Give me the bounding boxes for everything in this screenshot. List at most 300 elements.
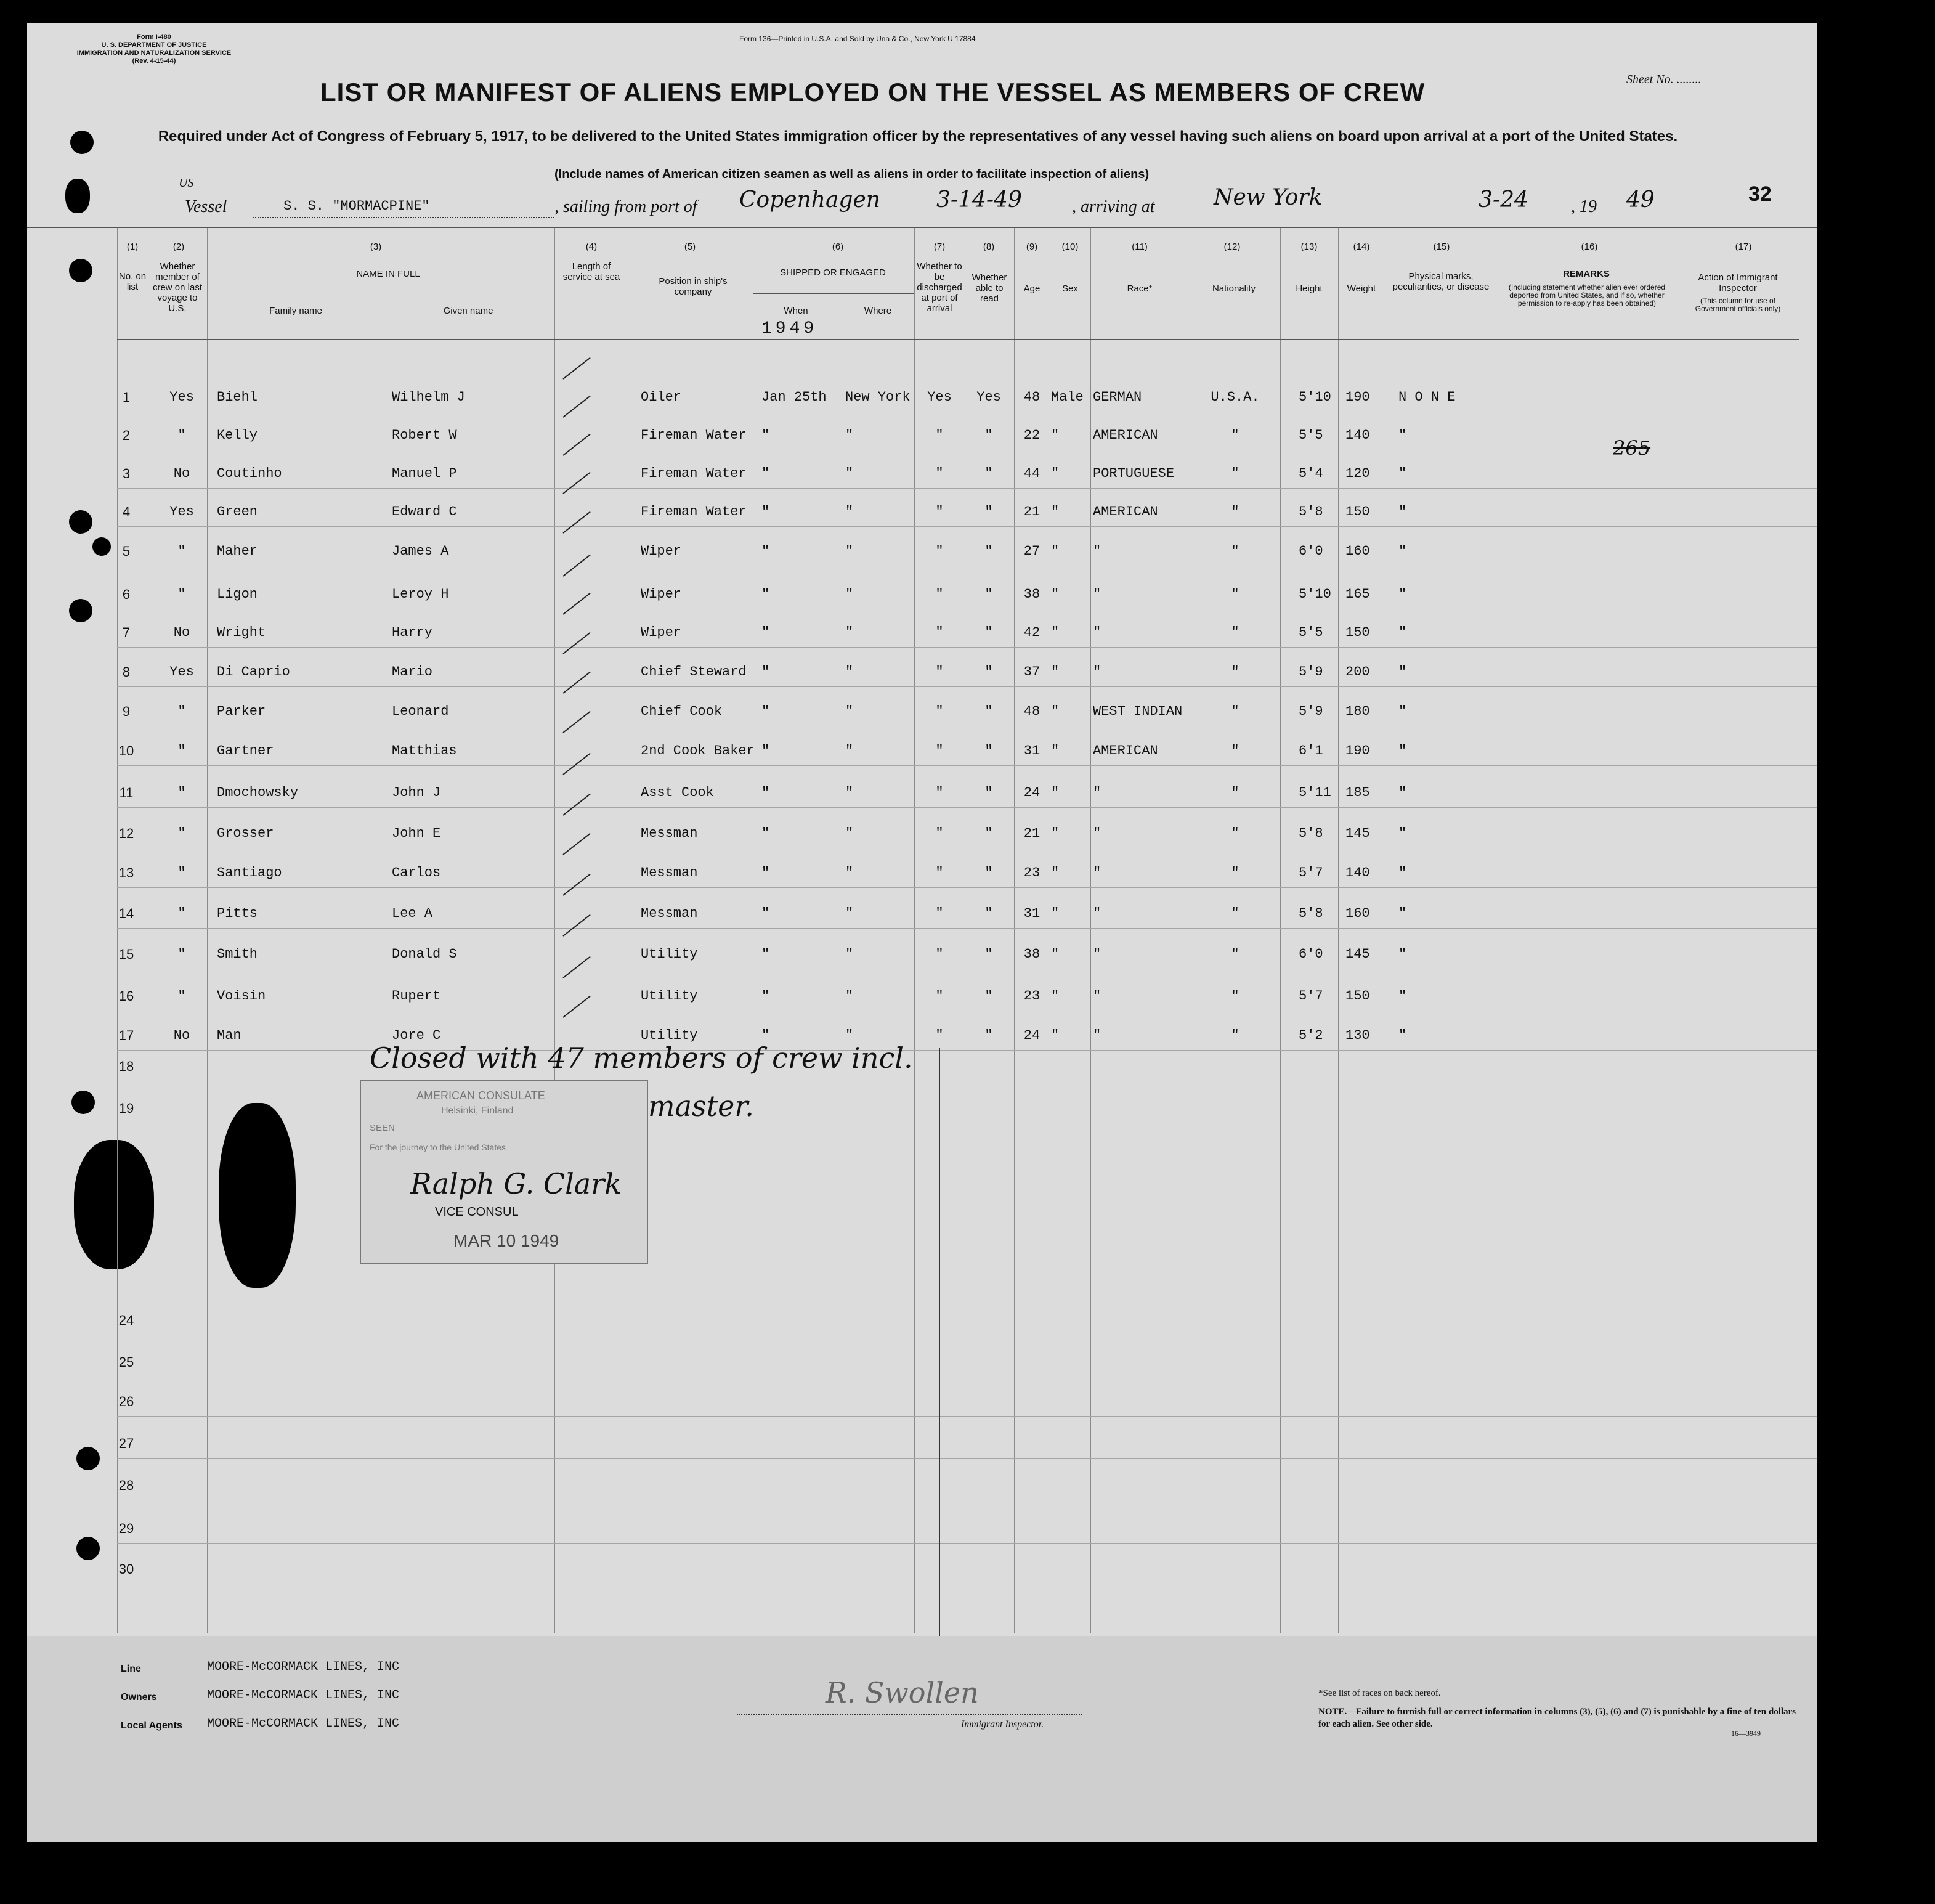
col-header-where: Where: [864, 306, 892, 316]
cell-discharged: ": [935, 1028, 944, 1043]
cell-age: 23: [1023, 865, 1041, 881]
requirement-text: Required under Act of Congress of February 5, 1917, to be delivered to the United States immigration officer by the representatives of any vessel having such aliens on board upon arrival at a port of the United States.: [158, 128, 1678, 145]
cell-position: Utility: [641, 988, 698, 1004]
stamp-line: For the journey to the United States: [370, 1142, 506, 1152]
cell-physical: ": [1398, 906, 1407, 921]
cell-race: PORTUGUESE: [1093, 466, 1175, 481]
col-header-action: Action of Immigrant Inspector: [1698, 272, 1778, 293]
footer-agents-label: Local Agents: [121, 1720, 182, 1731]
row-number: 10: [118, 743, 134, 759]
row-line: [117, 765, 1817, 766]
col-header-action-note: (This column for use of Government officials only): [1695, 296, 1781, 313]
cell-read: ": [984, 785, 993, 800]
cell-weight: 190: [1345, 389, 1370, 405]
row-number: 24: [118, 1312, 134, 1328]
cell-age: 22: [1023, 428, 1041, 443]
cell-when: ": [761, 865, 770, 881]
punch-hole: [76, 1447, 100, 1470]
cell-nationality: ": [1231, 587, 1239, 602]
cell-family: Voisin: [217, 988, 266, 1004]
closing-note-line2: master.: [648, 1089, 754, 1123]
cell-where: ": [845, 946, 854, 962]
cell-discharged: ": [935, 543, 944, 559]
punch-hole: [65, 179, 90, 213]
row-line: [117, 686, 1817, 687]
cell-weight: 140: [1345, 428, 1370, 443]
cell-member: ": [177, 428, 186, 443]
form-identity: Form I-480 U. S. DEPARTMENT OF JUSTICE IMMIGRATION AND NATURALIZATION SERVICE (Rev. 4-15-44): [76, 33, 232, 65]
cell-when: ": [761, 826, 770, 841]
col-header-race: Race*: [1127, 283, 1153, 294]
punch-hole: [69, 259, 92, 282]
col-number: (12): [1223, 242, 1241, 252]
sailing-label: , sailing from port of: [554, 197, 697, 216]
col-number: (15): [1433, 242, 1450, 252]
cell-member: ": [177, 785, 186, 800]
cell-weight: 165: [1345, 587, 1370, 602]
cell-when: ": [761, 587, 770, 602]
cell-family: Kelly: [217, 428, 258, 443]
cell-race: AMERICAN: [1093, 743, 1158, 759]
punch-hole: [76, 1537, 100, 1560]
row-number: 15: [118, 946, 134, 962]
cell-physical: ": [1398, 504, 1407, 519]
cell-discharged: Yes: [927, 389, 952, 405]
cell-where: ": [845, 704, 854, 719]
cell-family: Ligon: [217, 587, 258, 602]
cell-member: No: [173, 1028, 190, 1043]
col-number: (13): [1300, 242, 1318, 252]
cell-age: 31: [1023, 906, 1041, 921]
col-header-no: No. on list: [118, 271, 147, 292]
cell-nationality: ": [1231, 428, 1239, 443]
col-number: (7): [933, 242, 946, 252]
cell-when: ": [761, 625, 770, 640]
cell-family: Wright: [217, 625, 266, 640]
cell-position: Messman: [641, 906, 698, 921]
col-header-position: Position in ship's company: [659, 276, 728, 297]
cell-given: Lee A: [392, 906, 433, 921]
col-header-sex: Sex: [1062, 283, 1078, 294]
cell-when: ": [761, 543, 770, 559]
cell-position: Wiper: [641, 625, 682, 640]
cell-member: Yes: [169, 389, 194, 405]
cell-physical: ": [1398, 428, 1407, 443]
cell-sex: ": [1051, 906, 1060, 921]
col-number: (2): [172, 242, 185, 252]
col-header-shipped: SHIPPED OR ENGAGED: [780, 267, 886, 278]
col-number: (17): [1735, 242, 1752, 252]
cell-physical: ": [1398, 988, 1407, 1004]
cell-where: ": [845, 826, 854, 841]
form-code: 16—3949: [1731, 1729, 1761, 1738]
cell-family: Smith: [217, 946, 258, 962]
cell-family: Parker: [217, 704, 266, 719]
cell-sex: ": [1051, 785, 1060, 800]
cell-discharged: ": [935, 826, 944, 841]
cell-member: No: [173, 466, 190, 481]
cell-when: ": [761, 466, 770, 481]
cell-read: ": [984, 664, 993, 680]
stamp-line: SEEN: [370, 1123, 395, 1133]
row-number: 6: [122, 587, 131, 602]
col-number: (14): [1353, 242, 1370, 252]
cell-sex: ": [1051, 587, 1060, 602]
grid-line: [914, 228, 915, 1633]
cell-race: AMERICAN: [1093, 504, 1158, 519]
cell-race: ": [1093, 625, 1101, 640]
cell-family: Di Caprio: [217, 664, 290, 680]
cell-where: ": [845, 466, 854, 481]
sailing-date: 3-14-49: [936, 187, 1022, 213]
cell-nationality: U.S.A.: [1211, 389, 1260, 405]
cell-given: Jore C: [392, 1028, 441, 1043]
remarks-mark: 265: [1613, 436, 1651, 460]
stamp-date: MAR 10 1949: [453, 1231, 559, 1250]
closing-note-line1: Closed with 47 members of crew incl.: [370, 1041, 913, 1075]
grid-line: [1280, 228, 1281, 1633]
cell-weight: 130: [1345, 1028, 1370, 1043]
cell-age: 42: [1023, 625, 1041, 640]
grid-line: [1338, 228, 1339, 1633]
cell-nationality: ": [1231, 466, 1239, 481]
cell-family: Maher: [217, 543, 258, 559]
cell-where: ": [845, 906, 854, 921]
cell-given: John E: [392, 826, 441, 841]
cell-race: ": [1093, 988, 1101, 1004]
cell-height: 5'5: [1299, 625, 1323, 640]
cell-weight: 185: [1345, 785, 1370, 800]
row-number: 17: [118, 1028, 134, 1043]
cell-nationality: ": [1231, 625, 1239, 640]
cell-weight: 190: [1345, 743, 1370, 759]
cell-weight: 200: [1345, 664, 1370, 680]
cell-given: Mario: [392, 664, 433, 680]
cell-position: Asst Cook: [641, 785, 714, 800]
cell-position: Chief Cook: [641, 704, 723, 719]
cell-race: WEST INDIAN: [1093, 704, 1183, 719]
cell-read: ": [984, 504, 993, 519]
when-year: 1949: [761, 319, 818, 338]
cell-member: ": [177, 826, 186, 841]
row-number: 27: [118, 1436, 134, 1451]
cell-weight: 145: [1345, 826, 1370, 841]
arriving-date: 3-24: [1479, 187, 1528, 213]
row-number: 7: [122, 625, 131, 640]
cell-read: ": [984, 988, 993, 1004]
cell-when: ": [761, 704, 770, 719]
cell-when: ": [761, 946, 770, 962]
footer-line-value: MOORE-McCORMACK LINES, INC: [207, 1660, 400, 1674]
cell-nationality: ": [1231, 664, 1239, 680]
row-line: [117, 887, 1817, 888]
punch-hole: [71, 1091, 95, 1114]
cell-weight: 145: [1345, 946, 1370, 962]
footer-line-label: Line: [121, 1664, 141, 1674]
cell-read: ": [984, 906, 993, 921]
cell-discharged: ": [935, 466, 944, 481]
cell-discharged: ": [935, 504, 944, 519]
vessel-underline: [253, 217, 554, 218]
row-number: 25: [118, 1354, 134, 1370]
cell-position: Wiper: [641, 587, 682, 602]
cell-race: ": [1093, 1028, 1101, 1043]
cell-read: Yes: [976, 389, 1001, 405]
cell-where: ": [845, 865, 854, 881]
row-number: 30: [118, 1561, 134, 1577]
cell-nationality: ": [1231, 946, 1239, 962]
punch-hole: [70, 131, 94, 154]
cell-weight: 150: [1345, 504, 1370, 519]
cell-nationality: ": [1231, 543, 1239, 559]
cell-nationality: ": [1231, 504, 1239, 519]
cell-given: Carlos: [392, 865, 441, 881]
shipped-header-rule: [753, 293, 914, 294]
cell-discharged: ": [935, 625, 944, 640]
cell-race: ": [1093, 906, 1101, 921]
col-number: (9): [1026, 242, 1038, 252]
col-header-family: Family name: [269, 306, 322, 316]
cell-read: ": [984, 865, 993, 881]
stamp-title: VICE CONSUL: [435, 1205, 519, 1219]
row-number: 8: [122, 664, 131, 680]
cell-nationality: ": [1231, 704, 1239, 719]
col-header-discharged: Whether to be discharged at port of arrival: [917, 261, 962, 314]
cell-member: ": [177, 587, 186, 602]
stamp-line: Helsinki, Finland: [441, 1105, 514, 1116]
cell-age: 38: [1023, 587, 1041, 602]
row-number: 13: [118, 865, 134, 881]
cell-race: ": [1093, 664, 1101, 680]
cell-age: 38: [1023, 946, 1041, 962]
cell-discharged: ": [935, 587, 944, 602]
cell-position: Chief Steward: [641, 664, 747, 680]
row-number: 28: [118, 1478, 134, 1493]
cell-where: ": [845, 743, 854, 759]
cell-race: ": [1093, 785, 1101, 800]
include-note: (Include names of American citizen seamen as well as aliens in order to facilitate inspection of aliens): [554, 168, 1150, 181]
cell-height: 5'8: [1299, 906, 1323, 921]
row-line: [117, 647, 1817, 648]
cell-discharged: ": [935, 865, 944, 881]
cell-given: Robert W: [392, 428, 457, 443]
footer-owners-value: MOORE-McCORMACK LINES, INC: [207, 1688, 400, 1703]
cell-age: 27: [1023, 543, 1041, 559]
sheet-number: Sheet No. ........: [1626, 73, 1702, 86]
cell-physical: ": [1398, 587, 1407, 602]
cell-family: Gartner: [217, 743, 274, 759]
cell-weight: 160: [1345, 906, 1370, 921]
cell-discharged: ": [935, 428, 944, 443]
cell-position: 2nd Cook Baker: [641, 743, 755, 759]
cell-read: ": [984, 946, 993, 962]
vessel-name: S. S. "MORMACPINE": [283, 198, 430, 214]
cell-height: 6'0: [1299, 946, 1323, 962]
col-header-name: NAME IN FULL: [356, 269, 420, 279]
cell-nationality: ": [1231, 865, 1239, 881]
cell-height: 5'9: [1299, 664, 1323, 680]
cell-when: ": [761, 428, 770, 443]
cell-where: ": [845, 428, 854, 443]
cell-height: 5'11: [1299, 785, 1331, 800]
cell-position: Messman: [641, 826, 698, 841]
cell-position: Fireman Water: [641, 466, 747, 481]
cell-weight: 150: [1345, 625, 1370, 640]
cell-position: Fireman Water: [641, 428, 747, 443]
cell-physical: ": [1398, 664, 1407, 680]
consulate-stamp: [360, 1080, 648, 1264]
grid-line: [1090, 228, 1091, 1633]
row-number: 26: [118, 1394, 134, 1409]
ink-blot: [219, 1103, 296, 1288]
cell-family: Green: [217, 504, 258, 519]
cell-height: 6'1: [1299, 743, 1323, 759]
cell-position: Utility: [641, 1028, 698, 1043]
row-number: 19: [118, 1100, 134, 1116]
page-number: 32: [1748, 182, 1772, 206]
cell-position: Oiler: [641, 389, 682, 405]
cell-height: 5'4: [1299, 466, 1323, 481]
row-number: 4: [122, 504, 131, 519]
cell-position: Wiper: [641, 543, 682, 559]
cell-physical: N O N E: [1398, 389, 1456, 405]
cell-nationality: ": [1231, 988, 1239, 1004]
cell-age: 44: [1023, 466, 1041, 481]
cell-given: James A: [392, 543, 449, 559]
row-line: [117, 1543, 1817, 1544]
col-number: (6): [832, 242, 844, 252]
col-number: (4): [585, 242, 598, 252]
cell-read: ": [984, 625, 993, 640]
cell-sex: ": [1051, 946, 1060, 962]
footer-agents-value: MOORE-McCORMACK LINES, INC: [207, 1717, 400, 1731]
cell-family: Man: [217, 1028, 241, 1043]
cell-sex: ": [1051, 1028, 1060, 1043]
cell-given: Leonard: [392, 704, 449, 719]
col-number: (3): [370, 242, 382, 252]
cell-where: ": [845, 504, 854, 519]
cell-age: 48: [1023, 704, 1041, 719]
cell-age: 24: [1023, 785, 1041, 800]
cell-given: Wilhelm J: [392, 389, 465, 405]
cell-nationality: ": [1231, 785, 1239, 800]
cell-physical: ": [1398, 865, 1407, 881]
arriving-port: New York: [1214, 185, 1323, 210]
col-header-nationality: Nationality: [1212, 283, 1256, 294]
inspector-vertical-line: [939, 1048, 940, 1688]
cell-physical: ": [1398, 743, 1407, 759]
fine-note: NOTE.—Failure to furnish full or correct information in columns (3), (5), (6) and (7) is punishable by a fine of ten dollars for each alien. See other side.: [1318, 1707, 1796, 1729]
cell-member: ": [177, 543, 186, 559]
row-line: [117, 928, 1817, 929]
grid-line: [207, 228, 208, 1633]
cell-nationality: ": [1231, 826, 1239, 841]
col-header-age: Age: [1023, 283, 1041, 294]
header-bottom-rule: [117, 339, 1799, 340]
row-line: [117, 807, 1817, 808]
year-prefix: , 19: [1571, 197, 1597, 216]
cell-sex: Male: [1051, 389, 1084, 405]
cell-family: Dmochowsky: [217, 785, 299, 800]
col-header-weight: Weight: [1347, 283, 1376, 294]
cell-discharged: ": [935, 946, 944, 962]
cell-race: GERMAN: [1093, 389, 1142, 405]
sailing-port: Copenhagen: [739, 187, 880, 213]
cell-discharged: ": [935, 906, 944, 921]
cell-given: Manuel P: [392, 466, 457, 481]
cell-when: Jan 25th: [761, 389, 827, 405]
cell-member: ": [177, 704, 186, 719]
cell-age: 24: [1023, 1028, 1041, 1043]
punch-hole: [69, 510, 92, 534]
cell-read: ": [984, 587, 993, 602]
col-header-length: Length of service at sea: [562, 261, 620, 282]
row-number: 9: [122, 704, 131, 719]
cell-given: Leroy H: [392, 587, 449, 602]
cell-where: ": [845, 625, 854, 640]
cell-physical: ": [1398, 826, 1407, 841]
inspector-label: Immigrant Inspector.: [961, 1719, 1044, 1730]
cell-read: ": [984, 1028, 993, 1043]
row-number: 29: [118, 1521, 134, 1536]
cell-nationality: ": [1231, 906, 1239, 921]
cell-when: ": [761, 988, 770, 1004]
col-number: (1): [126, 242, 139, 252]
cell-age: 21: [1023, 504, 1041, 519]
cell-when: ": [761, 1028, 770, 1043]
cell-when: ": [761, 743, 770, 759]
cell-discharged: ": [935, 785, 944, 800]
cell-family: Pitts: [217, 906, 258, 921]
cell-height: 5'9: [1299, 704, 1323, 719]
cell-race: ": [1093, 865, 1101, 881]
row-number: 16: [118, 988, 134, 1004]
cell-where: New York: [845, 389, 911, 405]
cell-sex: ": [1051, 428, 1060, 443]
cell-family: Biehl: [217, 389, 258, 405]
cell-where: ": [845, 587, 854, 602]
cell-given: Donald S: [392, 946, 457, 962]
row-number: 11: [119, 785, 134, 800]
printer-line: Form 136—Printed in U.S.A. and Sold by Una & Co., New York U 17884: [739, 35, 976, 43]
cell-sex: ": [1051, 625, 1060, 640]
row-line: [117, 1416, 1817, 1417]
col-header-remarks-note: (Including statement whether alien ever ordered deported from United States, and if so, whether permission to re-apply has been obtained): [1508, 283, 1666, 307]
row-number: 12: [118, 826, 134, 841]
cell-weight: 140: [1345, 865, 1370, 881]
row-line: [117, 526, 1817, 527]
col-number: (11): [1132, 242, 1148, 252]
stamp-line: AMERICAN CONSULATE: [416, 1089, 545, 1102]
vessel-label: Vessel: [185, 197, 227, 216]
col-header-member: Whether member of crew on last voyage to U.S.: [152, 261, 203, 314]
cell-nationality: ": [1231, 1028, 1239, 1043]
cell-age: 21: [1023, 826, 1041, 841]
cell-race: ": [1093, 543, 1101, 559]
col-number: (16): [1581, 242, 1598, 252]
col-header-read: Whether able to read: [972, 272, 1007, 304]
cell-sex: ": [1051, 466, 1060, 481]
cell-age: 23: [1023, 988, 1041, 1004]
cell-race: ": [1093, 946, 1101, 962]
row-number: 5: [122, 543, 131, 559]
cell-member: Yes: [169, 664, 194, 680]
cell-height: 5'7: [1299, 988, 1323, 1004]
cell-discharged: ": [935, 704, 944, 719]
row-line: [117, 1458, 1817, 1459]
cell-weight: 160: [1345, 543, 1370, 559]
cell-weight: 180: [1345, 704, 1370, 719]
